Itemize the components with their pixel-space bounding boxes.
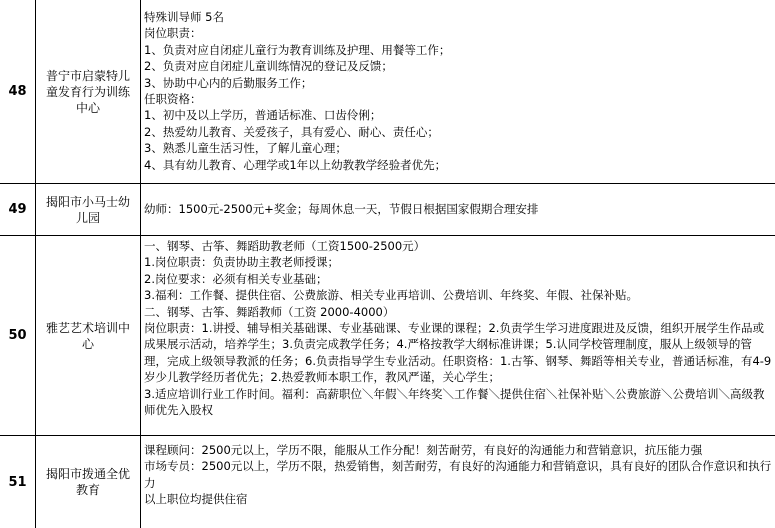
detail-line: 2、热爱幼儿教育、关爱孩子，具有爱心、耐心、责任心； [144, 124, 439, 139]
detail-line: 以上职位均提供住宿 [144, 492, 248, 507]
detail-line: 岗位职责：1.讲授、辅导相关基础课、专业基础课、专业课的课程；2.负责学生学习进度跟进及反馈，组织开展学生作品或成果展示活动，培养学生；3.负责完成教学任务；4.严格按教学大纲标准讲课；5.认同学校管理制度，服从上级领导的管理，完成上级领导教派的任务；6.负责指导学生专业活动。任职资格：1.古筝、钢琴、舞蹈等相关专业，普通话标准，有4-9岁少儿教学经历者优先；2.热爱教师本职工作，教风严谨，关心学生； [144, 321, 772, 385]
table-row [0, 436, 775, 528]
row-number: 50 [8, 328, 27, 343]
column-divider [140, 436, 141, 528]
detail-line: 2.岗位要求：必须有相关专业基础； [144, 271, 328, 286]
organization-name: 揭阳市拨通全优教育 [45, 467, 130, 497]
organization-name: 普宁市启蒙特儿童发育行为训练中心 [45, 68, 130, 115]
row-number: 51 [8, 474, 27, 490]
detail-line: 3、熟悉儿童生活习性，了解儿童心理； [144, 141, 347, 156]
detail-line: 二、钢琴、古筝、舞蹈教师（工资 2000-4000） [144, 304, 395, 319]
column-divider [140, 236, 141, 435]
table-row [0, 0, 775, 184]
row-number: 49 [8, 202, 27, 217]
detail-line: 1、初中及以上学历，普通话标准、口齿伶俐； [144, 108, 382, 123]
detail-line: 1.岗位职责：负责协助主教老师授课； [144, 255, 339, 270]
job-details [144, 236, 772, 435]
organization-name: 雅艺艺术培训中心 [45, 320, 130, 351]
row-number: 48 [8, 84, 27, 99]
job-details [144, 184, 772, 235]
detail-line: 3.适应培训行业工作时间。福利：高薪职位＼年假＼年终奖＼工作餐＼提供住宿＼社保补贴＼公费旅游＼公费培训＼高级教师优先入股权 [144, 386, 765, 418]
detail-line: 1、负责对应自闭症儿童行为教育训练及护理、用餐等工作； [144, 42, 451, 57]
detail-line: 任职资格： [144, 92, 202, 107]
detail-line: 一、钢琴、古筝、舞蹈助教老师（工资1500-2500元） [144, 239, 426, 253]
table-row [0, 184, 775, 236]
detail-line: 3、协助中心内的后勤服务工作； [144, 75, 313, 90]
job-details [144, 436, 772, 528]
detail-line: 4、具有幼儿教育、心理学或1年以上幼教教学经验者优先； [144, 157, 447, 172]
job-details [144, 0, 772, 183]
organization-name: 揭阳市小马士幼儿园 [45, 194, 130, 225]
column-divider [140, 184, 141, 235]
detail-line: 课程顾问：2500元以上，学历不限，能服从工作分配！刻苦耐劳，有良好的沟通能力和营销意识，抗压能力强 [144, 443, 703, 457]
column-divider [140, 0, 141, 183]
detail-line: 岗位职责： [144, 26, 202, 41]
detail-line: 幼师：1500元-2500元+奖金；每周休息一天，节假日根据国家假期合理安排 [144, 202, 539, 217]
detail-line: 3.福利：工作餐、提供住宿、公费旅游、相关专业再培训、公费培训、年终奖、年假、社保补贴。 [144, 288, 638, 303]
detail-line: 2、负责对应自闭症儿童训练情况的登记及反馈； [144, 59, 393, 74]
detail-line: 市场专员：2500元以上，学历不限，热爱销售，刻苦耐劳，有良好的沟通能力和营销意识，具有良好的团队合作意识和执行力 [144, 459, 772, 490]
detail-line: 特殊训导师 5名 [144, 10, 224, 24]
table-row [0, 236, 775, 436]
